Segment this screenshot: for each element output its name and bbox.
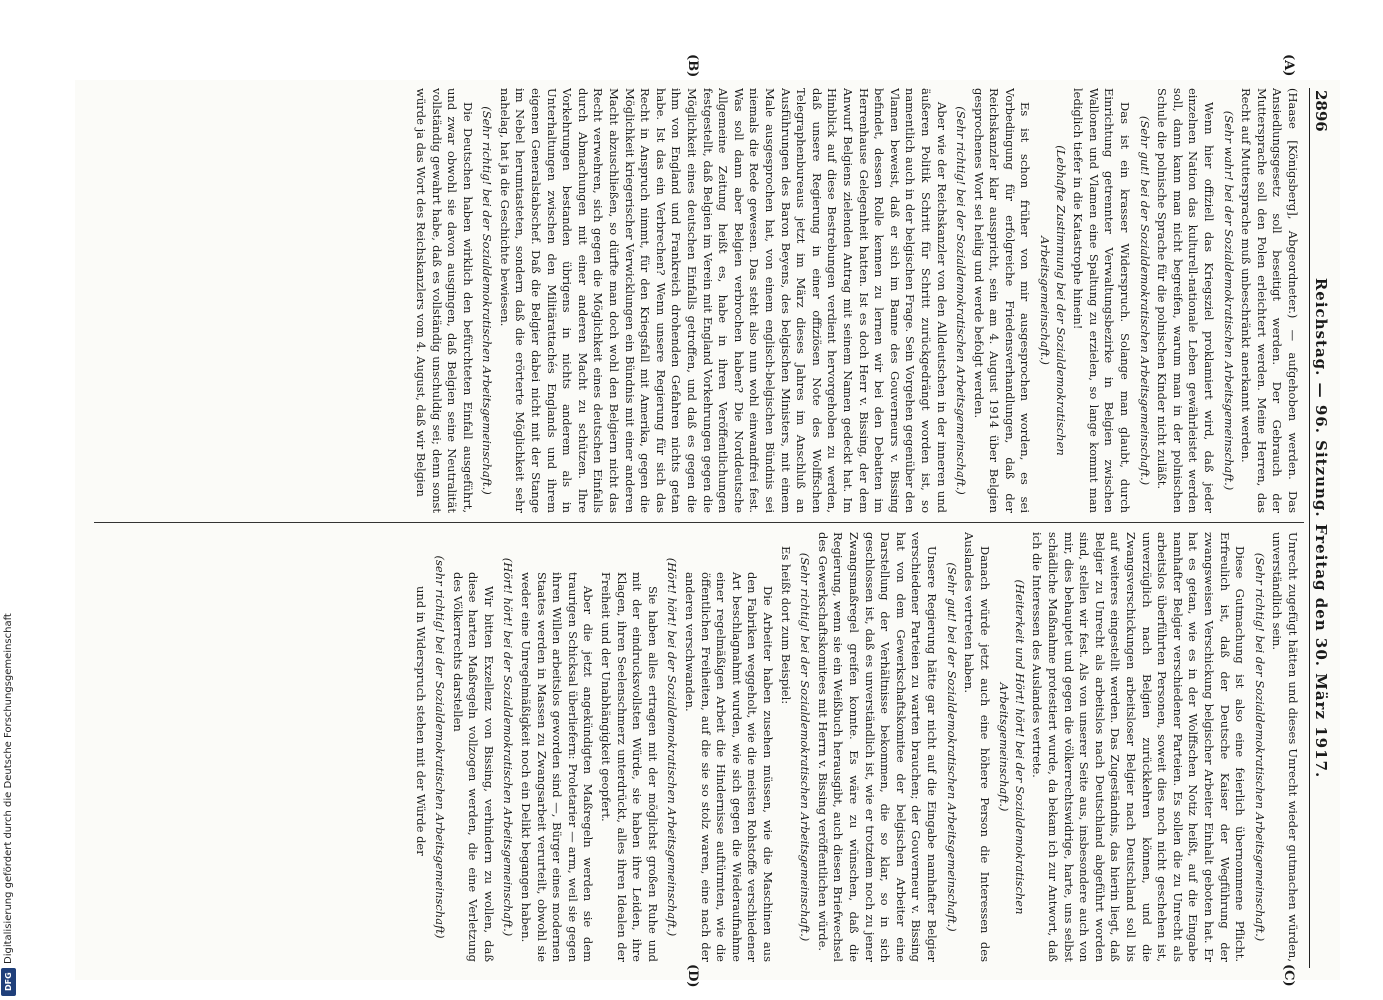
interjection: (Sehr wahr! bei der Sozialdemokratischen Arbeitsgemeinschaft.) — [1221, 110, 1236, 491]
page-number: 2896 — [1312, 90, 1330, 132]
paragraph: Diese Gutmachung ist also eine feierlich übernommene Pflicht. Erfreulich ist, daß der Deutsche Kaiser der Wegführung der zwangsweisen Verschickung belgischer Arbeiter Einhalt geboten hat. Er hat es getan, wie es in der Wolffschen Notiz heißt, auf die Eingabe namhafter Belgier verschiedener Parteien. Es sollen die zu Unrecht als arbeitslos überführten Personen, soweit dies noch nicht geschehen ist, unverzüglich nach Belgien zurückkehren können, und die Zwangsverschickungen arbeitsloser Belgier nach Deutschland soll bis auf weiteres eingestellt werden. Das Zugeständnis, das hierin liegt, daß Belgier zu Unrecht als arbeitslos nach Deutschland abgeführt worden sind, stellen wir fest. Als von unserer Seite aus, insbesondere auch von mir, dies behauptet und gegen die völkerrechtswidrige, harte, uns selbst schädliche Maßnahme protestiert wurde, da bekam ich zur Antwort, daß ich die Interessen des Auslandes vertrete. — [1030, 532, 1248, 962]
interjection: (sehr richtig! bei der Sozialdemokratischen Arbeitsgemeinschaft) — [433, 555, 448, 939]
digitization-credit: Digitalisierung gefördert durch die Deutsche Forschungsgemeinschaft — [3, 613, 14, 964]
left-column — [95, 88, 1300, 513]
interjection: (Sehr richtig! bei der Sozialdemokratischen Arbeitsgemeinschaft.) — [480, 106, 495, 495]
paragraph: Es heißt dort zum Beispiel: — [778, 546, 793, 705]
paragraph: Aber wie der Reichskanzler von den Alldeutschen in der inneren und äußeren Politik Schritt für Schritt zurückgedrängt worden ist, so namentlich auch in der belgischen Frage. Sein Vorgehen gegenüber den Vlamen beweist, daß er sich im Banne des Gouverneurs v. Bissing befindet, dessen Rolle kennen zu lernen wir bei den Debatten im Herrenhause Gelegenheit hatten. Ist es doch Herr v. Bissing, der dem Anwurf Belgiens zielenden Antrag mit seinem Namen gedeckt hat. Im Hinblick auf diese Bestrebungen verdient hervorgehoben zu werden, daß unsere Regierung in einer offiziösen Note des Wolffschen Telegraphenbureaus jetzt im März dieses Jahres im Anschluß an Ausführungen des Baron Beyens, des belgischen Ministers, mit einem Male ausgesprochen hat, von einem englisch-belgischen Bündnis sei niemals die Rede gewesen. Das steht also nun wohl einwandfrei fest. Was soll dann aber Belgien verbrochen haben? Die Norddeutsche Allgemeine Zeitung heißt es, habe in ihren Veröffentlichungen festgestellt, daß Belgien im Verein mit England Vorkehrungen gegen die Möglichkeit eines deutschen Einfalls getroffen, und daß es gegen die ihm von England und Frankreich drohenden Gefahren nichts getan habe. Ist das ein Verbrechen? Wenn unsere Regierung für sich das Recht in Anspruch nimmt, für den Kriegsfall mit Amerika, gegen die Möglichkeit kriegerischer Verwicklungen ein Bündnis mit einer anderen Macht abzuschließen, so dürfte man doch wohl den Belgiern nicht das Recht verwehren, sich gegen die Möglichkeit eines deutschen Einfalls durch Abmachungen mit einer anderen Macht zu schützen. Ihre Vorkehrungen bestanden übrigens in nichts anderem als in Unterhaltungen zwischen den Militärattachés Englands und ihrem eigenen Generalstabschef. Daß die Belgier dabei nicht mit der Stange im Nebel herumtasteten, sondern daß die erörterte Möglichkeit sehr nahelag, hat ja die Geschichte bewiesen. — [497, 88, 949, 513]
interjection: (Sehr gut! bei der Sozialdemokratischen Arbeitsgemeinschaft.) — [1137, 115, 1152, 486]
paragraph: und in Widerspruch stehen mit der Würde der — [413, 586, 428, 856]
paragraph: Wenn hier offiziell das Kriegsziel proklamiert wird, daß jeder einzelnen Nation das kulturell-nationale Leben gewährleistet werden soll, dann kann man nicht begreifen, warum man in der polnischen Schule die polnische Sprache für die polnischen Kinder nicht zuläßt. — [1155, 88, 1217, 513]
dfg-logo: DFG — [1, 968, 16, 996]
side-strip — [0, 0, 18, 1000]
paragraph: Sie haben alles ertragen mit der möglichst großen Ruhe und mit der eindrucksvollsten Würde, sie haben ihre Leiden, ihre Klagen, ihren Seelenschmerz unterdrückt, alles ihren Idealen der Freiheit und der Unabhängigkeit geopfert. — [599, 572, 660, 962]
paragraph: Aber die jetzt angekündigten Maßregeln werden sie dem traurigen Schicksal überliefern: Proletarier — arm, weil sie gegen ihren Willen arbeitslos geworden sind —, Bürger eines modernen Staates werden in Massen zu Zwangsarbeit verurteilt, obwohl sie weder eine Unregelmäßigkeit noch ein Delikt begangen haben. — [519, 572, 596, 962]
right-column — [95, 532, 1300, 962]
paragraph: Die Deutschen haben wirklich den befürchteten Einfall ausgeführt, und zwar obwohl sie davon ausgingen, daß Belgien seine Neutralität vollständig gewahrt habe, daß es vollständig unschuldig sei; denn sonst würde ja das Wort des Reichskanzlers vom 4. August, daß wir Belgien — [413, 88, 475, 513]
paragraph: Es ist schon früher von mir ausgesprochen worden, es sei Vorbedingung für erfolgreiche Friedensverhandlungen, daß der Reichskanzler klar ausspricht, sein am 4. August 1914 über Belgien gesprochenes Wort sei heilig und werde befolgt werden. — [971, 88, 1033, 513]
interjection: (Hört! hört! bei der Sozialdemokratischen Arbeitsgemeinschaft.) — [501, 557, 516, 937]
margin-mark-a: (A) — [1281, 54, 1296, 77]
interjection: (Heiterkeit und Hört! hört! bei der Sozialdemokratischen Arbeitsgemeinschaft.) — [997, 579, 1027, 915]
interjection: (Lebhafte Zustimmung bei der Sozialdemokratischen Arbeitsgemeinschaft.) — [1038, 145, 1068, 456]
column-divider — [94, 522, 1304, 523]
interjection: (Sehr richtig! bei der Sozialdemokratischen Arbeitsgemeinschaft.) — [1252, 552, 1267, 942]
paragraph: Die Arbeiter haben zusehen müssen, wie die Maschinen aus den Fabriken weggeholt, wie die meisten Rohstoffe verschiedener Art beschlagnahmt wurden, wie sich gegen die Wiederaufnahme einer regelmäßigen Arbeit die Hindernisse auftürmten, wie die öffentlichen Freiheiten, auf die sie so stolz waren, eine nach der anderen verschwanden. — [683, 572, 775, 962]
paragraph: Danach würde jetzt auch eine höhere Person die Interessen des Auslandes vertreten haben. — [962, 532, 992, 962]
paragraph: Wir bitten Exzellenz von Bissing, verhindern zu wollen, daß diese harten Maßregeln vollzogen werden, die eine Verletzung des Völkerrechts darstellen — [450, 572, 496, 962]
paragraph: (Haase [Königsberg], Abgeordneter.) — aufgehoben werden. Das Ansiedlungsgesetz soll beseitigt werden. Der Gebrauch der Muttersprache soll den Polen erleichtert werden. Meine Herren, das Recht auf Muttersprache muß unbeschränkt anerkannt werden. — [1239, 88, 1300, 513]
margin-mark-c: (C) — [1281, 964, 1296, 987]
interjection: (Sehr richtig! bei der Sozialdemokratischen Arbeitsgemeinschaft.) — [798, 552, 813, 942]
interjection: (Hört! hört! bei der Sozialdemokratischen Arbeitsgemeinschaft.) — [665, 557, 680, 937]
interjection: (Sehr gut! bei der Sozialdemokratischen Arbeitsgemeinschaft.) — [944, 562, 959, 932]
page-header — [1309, 88, 1332, 968]
running-title: Reichstag. — 96. Sitzung. Freitag den 30. März 1917. — [1312, 277, 1330, 779]
margin-mark-b: (B) — [685, 54, 700, 78]
margin-mark-d: (D) — [685, 964, 700, 988]
paragraph: Unsere Regierung hätte gar nicht auf die Eingabe namhafter Belgier verschiedener Parteien zu warten brauchen; der Gouverneur v. Bissing hat von dem Gewerkschaftskomitee der belgischen Arbeiter eine Darstellung der Verhältnisse bekommen, die so klar, so in sich geschlossen ist, daß es unverständlich ist, wie er trotzdem noch zu jener Zwangsmaßregel greifen konnte. Es wäre zu wünschen, daß die Regierung, wenn sie ein Weißbuch herausgibt, auch diesen Briefwechsel des Gewerkschaftskomitees mit Herrn v. Bissing veröffentlichen würde. — [815, 532, 939, 962]
paragraph: Unrecht zugefügt hätten und dieses Unrecht wieder gutmachen würden, unverständlich sein. — [1270, 532, 1300, 962]
interjection: (Sehr richtig! bei der Sozialdemokratischen Arbeitsgemeinschaft.) — [954, 106, 969, 495]
paragraph: Das ist ein krasser Widerspruch. Solange man glaubt, durch Einrichtung getrennter Verwaltungsbezirke in Belgien zwischen Wallonen und Vlamen eine Spaltung zu erzielen, so lange kommt man lediglich tiefer in die Katastrophe hinein! — [1071, 88, 1133, 513]
scanned-page — [75, 54, 1340, 988]
